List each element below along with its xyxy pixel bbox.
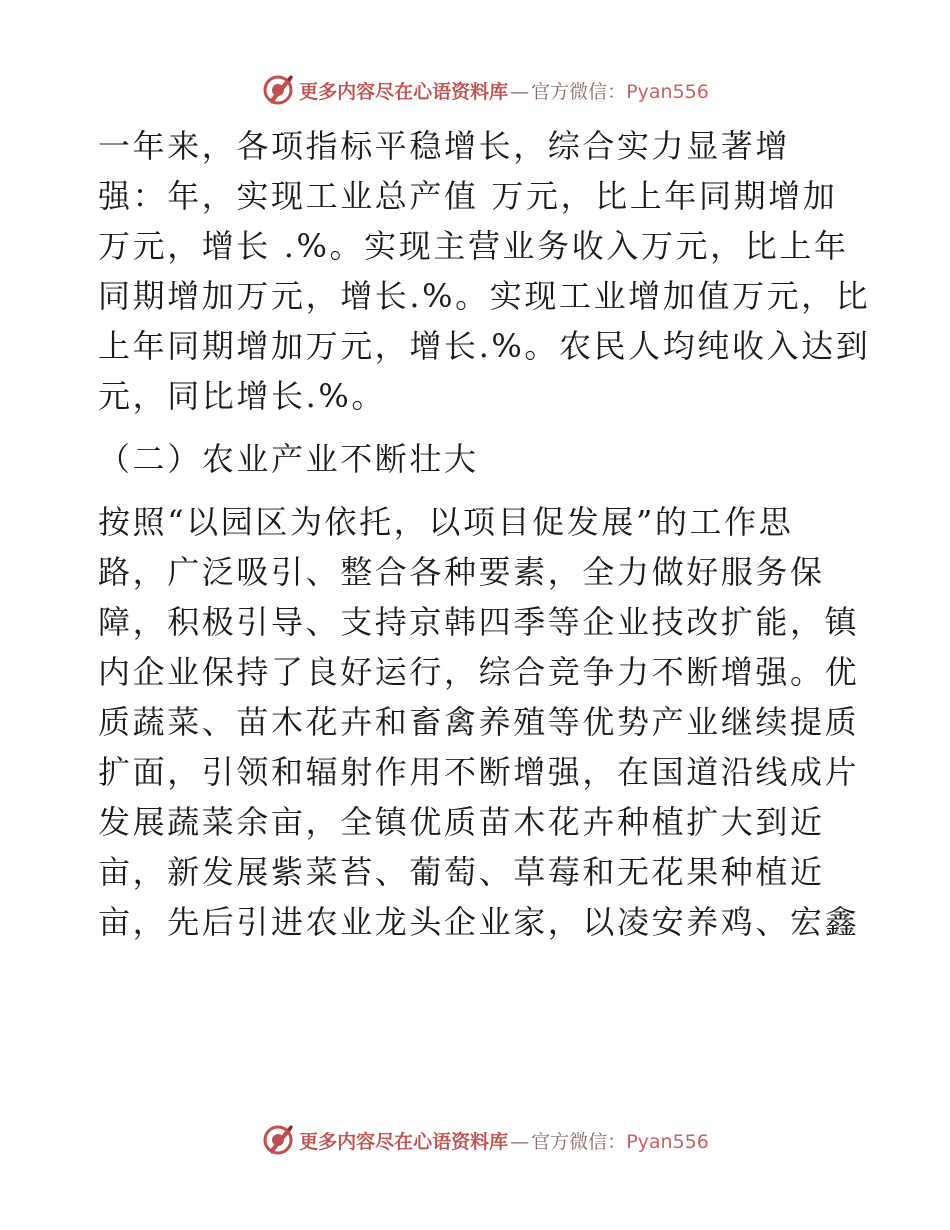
text-line: 障，积极引导、支持京韩四季等企业技改扩能，镇 xyxy=(98,603,860,641)
text-line: 按照“以园区为依托，以项目促发展”的工作思 xyxy=(98,503,794,541)
document-body xyxy=(98,121,871,947)
pen-logo-icon xyxy=(261,73,295,107)
text-line: 亩，新发展紫菜苔、葡萄、草莓和无花果种植近 xyxy=(98,853,825,891)
text-line: 万元，增长 .%。实现主营业务收入万元，比上年 xyxy=(98,227,849,265)
header-banner-content xyxy=(261,73,709,107)
text-line: 上年同期增加万元，增长.%。农民人均纯收入达到 xyxy=(98,327,871,365)
text-line: 扩面，引领和辐射作用不断增强，在国道沿线成片 xyxy=(98,753,860,791)
footer-brand-text: 更多内容尽在心语资料库 xyxy=(299,1130,509,1153)
text-line: 发展蔬菜余亩，全镇优质苗木花卉种植扩大到近 xyxy=(98,803,825,841)
footer-banner xyxy=(0,1120,950,1160)
text-line: 路，广泛吸引、整合各种要素，全力做好服务保 xyxy=(98,553,825,591)
header-banner-text xyxy=(299,77,709,104)
pen-logo-icon xyxy=(261,1123,295,1157)
text-line: 强：年，实现工业总产值 万元，比上年同期增加 xyxy=(98,177,838,215)
footer-banner-content xyxy=(261,1123,709,1157)
header-banner xyxy=(0,70,950,110)
footer-wechat-label: 官方微信： xyxy=(531,1130,627,1153)
header-separator: — xyxy=(510,80,530,103)
header-brand-text: 更多内容尽在心语资料库 xyxy=(299,80,509,103)
text-line: 一年来，各项指标平稳增长，综合实力显著增 xyxy=(98,127,791,165)
text-line: 内企业保持了良好运行，综合竞争力不断增强。优 xyxy=(98,653,860,691)
text-line: 亩，先后引进农业龙头企业家，以凌安养鸡、宏鑫 xyxy=(98,903,860,941)
paragraph-summary xyxy=(98,121,871,421)
footer-separator: — xyxy=(510,1130,530,1153)
header-wechat-id: Pyan556 xyxy=(626,80,709,103)
paragraph-agriculture xyxy=(98,497,858,947)
header-wechat-label: 官方微信： xyxy=(531,80,627,103)
footer-banner-text xyxy=(299,1127,709,1154)
text-line: 元，同比增长.%。 xyxy=(98,377,386,415)
text-line: 质蔬菜、苗木花卉和畜禽养殖等优势产业继续提质 xyxy=(98,703,860,741)
text-line: 同期增加万元，增长.%。实现工业增加值万元，比 xyxy=(98,277,871,315)
footer-wechat-id: Pyan556 xyxy=(626,1130,709,1153)
section-heading: （二）农业产业不断壮大 xyxy=(98,440,479,478)
